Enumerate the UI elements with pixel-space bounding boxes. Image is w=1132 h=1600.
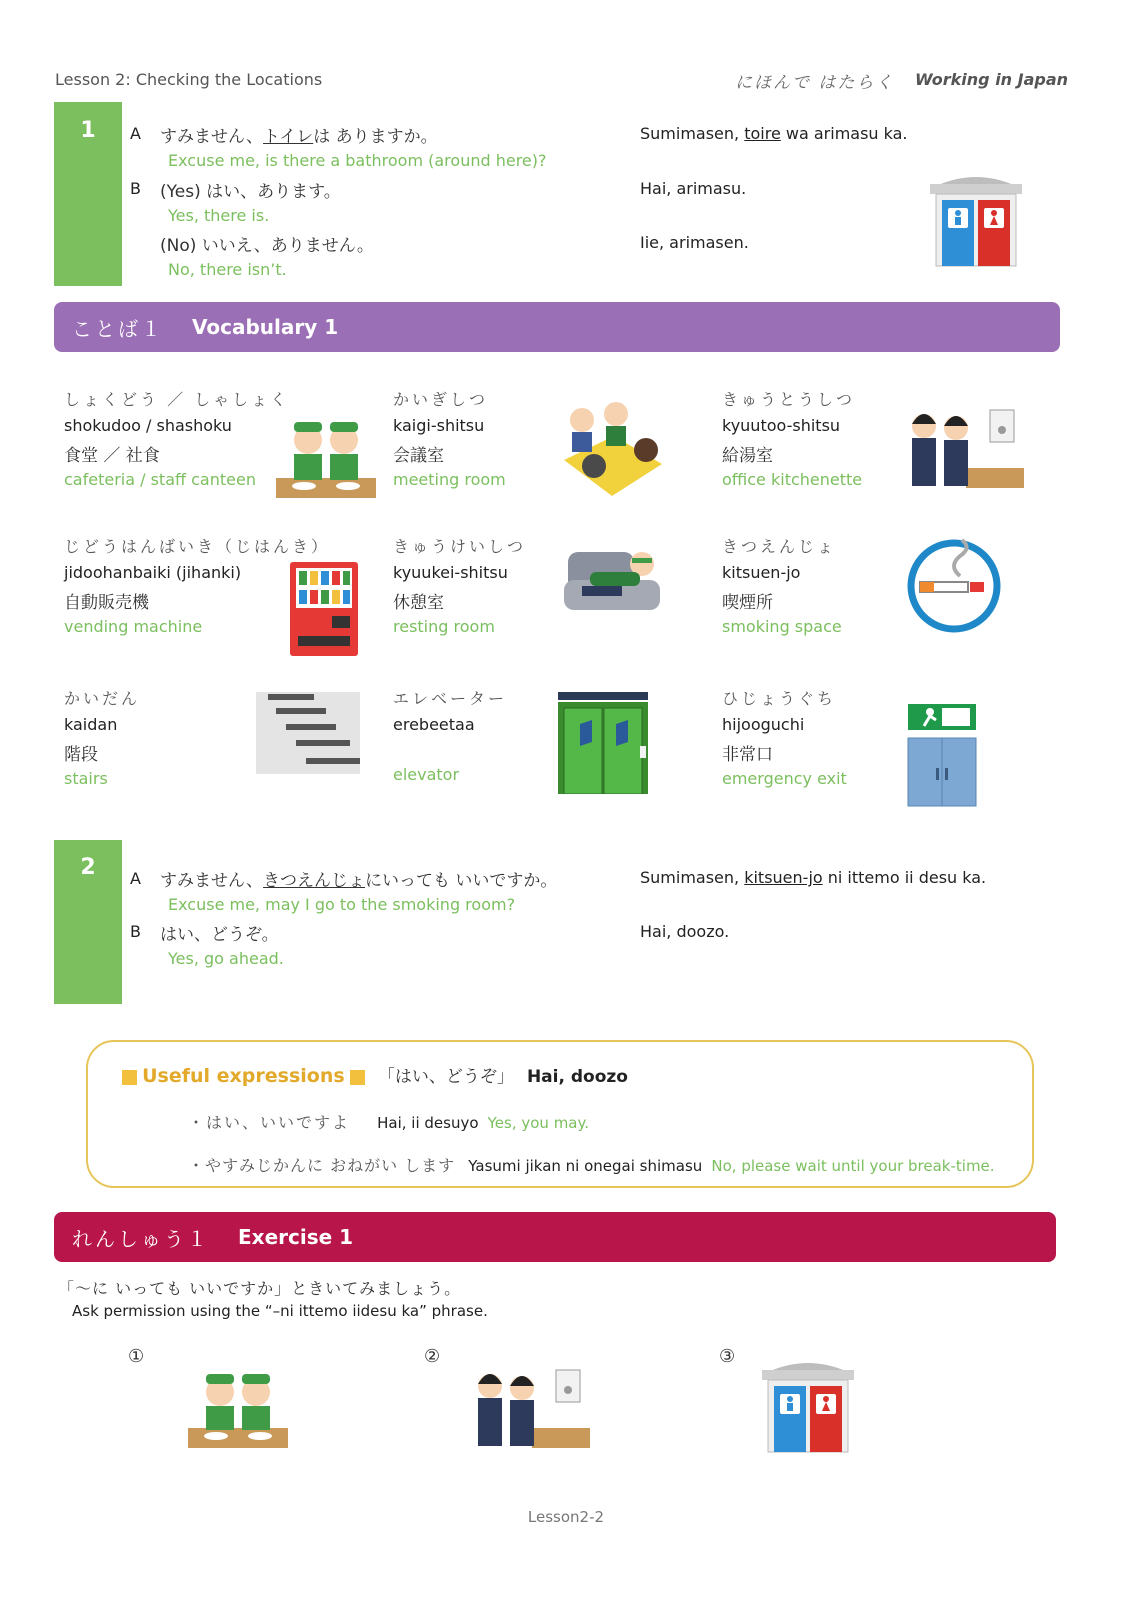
dialog1-b-yes-romaji: Hai, arimasu. <box>640 179 747 198</box>
emergency-exit-icon <box>906 704 978 808</box>
vocabulary-band <box>54 302 1060 352</box>
series-title-jp: にほんで はたらく <box>735 73 895 93</box>
vocab-item: しょくどう ／ しゃしょく shokudoo / shashoku 食堂 ／ 社食 cafeteria / staff canteen <box>64 390 290 489</box>
square-bullet-icon <box>350 1070 365 1085</box>
speaker-b-label: B <box>130 922 141 941</box>
exercise-number: ③ <box>719 1346 736 1367</box>
useful-item: ・やすみじかんに おねがい します Yasumi jikan ni onegai shimasu No, please wait until your break-time. <box>188 1156 995 1175</box>
vocab-item: じどうはんばいき（じはんき） jidoohanbaiki (jihanki) 自動販売機 vending machine <box>64 537 331 636</box>
section1-number: 1 <box>80 118 96 143</box>
dialog2-b-en: Yes, go ahead. <box>168 949 284 968</box>
lesson-title: Lesson 2: Checking the Locations <box>55 70 323 89</box>
speaker-a-label: A <box>130 869 141 888</box>
useful-phrase-jp: 「はい、どうぞ」 <box>377 1067 514 1087</box>
exercise-number: ② <box>424 1346 441 1367</box>
dialog1-a-romaji: Sumimasen, toire wa arimasu ka. <box>640 124 908 143</box>
meeting-room-icon <box>558 400 664 498</box>
dialog1-b-no-romaji: Iie, arimasen. <box>640 233 749 252</box>
cafeteria-icon <box>274 412 378 500</box>
vocab-item: エレベーター erebeetaa elevator <box>393 689 508 784</box>
vocab-item: きゅうけいしつ kyuukei-shitsu 休憩室 resting room <box>393 537 527 636</box>
section2-number: 2 <box>80 855 96 880</box>
vocab-item: かいだん kaidan 階段 stairs <box>64 689 141 788</box>
vocab-item: ひじょうぐち hijooguchi 非常口 emergency exit <box>722 689 847 788</box>
dialog2-a-romaji: Sumimasen, kitsuen-jo ni ittemo ii desu ka. <box>640 868 987 887</box>
stairs-icon <box>256 692 360 774</box>
toilet-icon <box>926 170 1026 270</box>
elevator-icon <box>558 692 648 794</box>
exercise-number: ① <box>128 1346 145 1367</box>
useful-expressions-header <box>122 1062 628 1087</box>
exercise-instruction-en: Ask permission using the “–ni ittemo iidesu ka” phrase. <box>72 1302 488 1320</box>
useful-expressions-title: Useful expressions <box>142 1065 345 1087</box>
exercise-band-en: Exercise 1 <box>238 1225 354 1249</box>
vocab-item: かいぎしつ kaigi-shitsu 会議室 meeting room <box>393 390 506 489</box>
dialog1-b-no-en: No, there isn’t. <box>168 260 287 279</box>
cafeteria-icon <box>186 1366 290 1450</box>
dialog2-b-romaji: Hai, doozo. <box>640 922 730 941</box>
dialog1-b-yes-en: Yes, there is. <box>168 206 270 225</box>
smoking-icon <box>904 536 1004 636</box>
exercise-instruction-jp: 「〜に いっても いいですか」ときいてみましょう。 <box>58 1279 462 1298</box>
dialog1-a-jp: すみません、トイレは ありますか。 <box>160 127 438 147</box>
speaker-a-label: A <box>130 124 141 143</box>
series-title-en: Working in Japan <box>915 70 1069 89</box>
speaker-b-label: B <box>130 179 141 198</box>
dialog1-b-no-jp: (No) いいえ、ありません。 <box>160 236 374 256</box>
vocabulary-band-jp: ことば１ <box>72 316 164 341</box>
dialog2-b-jp: はい、どうぞ。 <box>160 925 279 945</box>
page-footer: Lesson2-2 <box>527 1508 605 1526</box>
vocabulary-band-en: Vocabulary 1 <box>192 315 339 339</box>
kitchenette-icon <box>906 406 1026 490</box>
resting-room-icon <box>562 536 662 624</box>
exercise-band <box>54 1212 1056 1262</box>
vocab-item: きゅうとうしつ kyuutoo-shitsu 給湯室 office kitchenette <box>722 390 863 489</box>
kitchenette-icon <box>472 1366 592 1450</box>
toilet-icon <box>758 1356 858 1456</box>
exercise-band-jp: れんしゅう１ <box>72 1226 210 1251</box>
vocab-item: きつえんじょ kitsuen-jo 喫煙所 smoking space <box>722 537 842 636</box>
dialog2-a-jp: すみません、きつえんじょにいっても いいですか。 <box>160 871 558 891</box>
dialog2-a-en: Excuse me, may I go to the smoking room? <box>168 895 516 914</box>
useful-item: ・はい、いいですよ Hai, ii desuyo Yes, you may. <box>188 1113 589 1132</box>
useful-phrase-romaji: Hai, doozo <box>526 1067 628 1087</box>
square-bullet-icon <box>122 1070 137 1085</box>
vending-machine-icon <box>288 560 360 658</box>
dialog1-a-en: Excuse me, is there a bathroom (around here)? <box>168 151 547 170</box>
dialog1-b-yes-jp: (Yes) はい、あります。 <box>160 182 341 202</box>
